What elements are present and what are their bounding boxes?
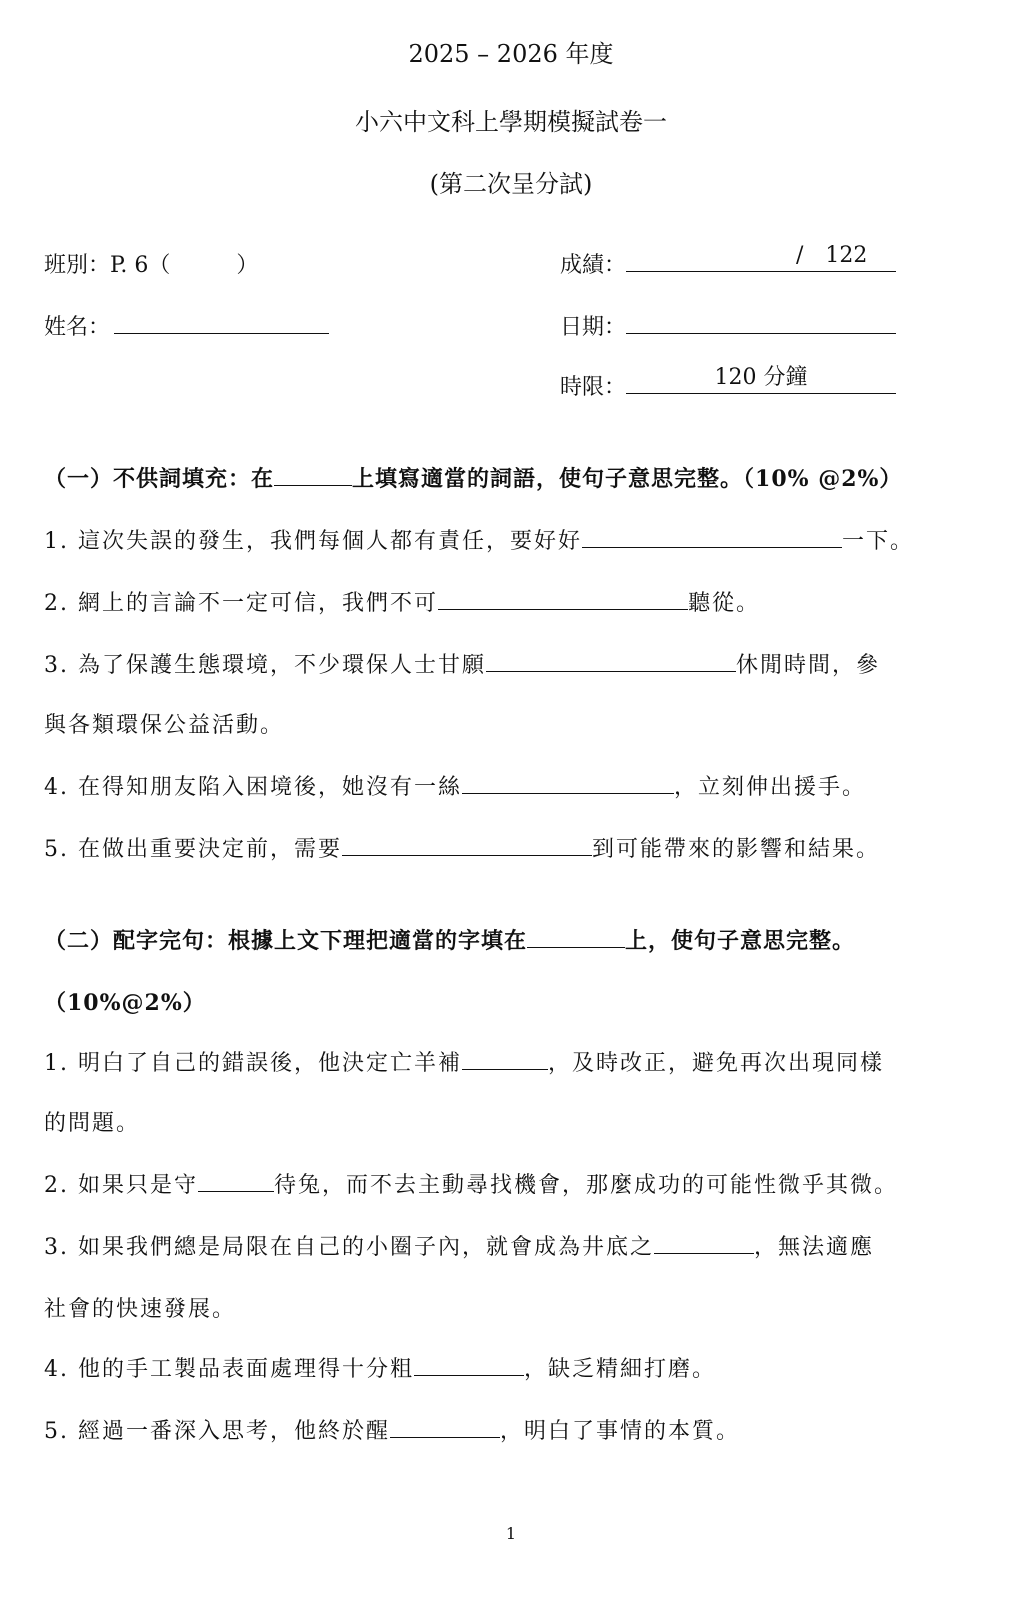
question-text: 1. 這次失誤的發生，我們每個人都有責任，要好好	[44, 529, 582, 554]
question-text: ，明白了事情的本質。	[499, 1419, 740, 1444]
section2-heading-marks: （10%@2%）	[44, 990, 206, 1016]
question-text: 4. 他的手工製品表面處理得十分粗	[44, 1357, 414, 1382]
answer-blank[interactable]	[342, 833, 592, 856]
s1-question-4	[44, 770, 866, 801]
section2-heading-a: （二）配字完句：根據上文下理把適當的字填在	[44, 928, 528, 954]
score-blank[interactable]	[626, 243, 896, 272]
s2-question-4	[44, 1352, 716, 1383]
question-text: 1. 明白了自己的錯誤後，他決定亡羊補	[44, 1051, 462, 1076]
question-text: 休閒時間，參	[736, 653, 881, 678]
s2-question-1-cont: 的問題。	[44, 1111, 141, 1136]
s2-question-3-cont: 社會的快速發展。	[44, 1297, 237, 1322]
section1-heading-a: （一）不供詞填充：在	[44, 466, 275, 492]
answer-blank[interactable]	[582, 525, 842, 548]
answer-blank[interactable]	[414, 1353, 524, 1376]
s2-question-5	[44, 1414, 740, 1445]
year-heading: 2025 – 2026 年度	[408, 40, 614, 68]
score-field[interactable]	[560, 243, 896, 279]
time-field	[560, 365, 896, 401]
question-text: ，及時改正，避免再次出現同樣	[548, 1051, 885, 1076]
time-value: 120 分鐘	[714, 365, 808, 390]
question-text: ，無法適應	[754, 1235, 875, 1260]
question-text: 一下。	[842, 529, 915, 554]
section1-heading-blank	[274, 463, 352, 486]
question-text: 待兔，而不去主動尋找機會，那麼成功的可能性微乎其微。	[273, 1173, 898, 1198]
page-number: 1	[505, 1524, 517, 1543]
date-blank[interactable]	[626, 311, 896, 334]
score-value: / 122	[796, 243, 868, 268]
answer-blank[interactable]	[486, 649, 736, 672]
s2-question-3	[44, 1230, 874, 1261]
answer-blank[interactable]	[462, 771, 674, 794]
section1-heading	[44, 462, 902, 493]
score-label: 成績：	[560, 253, 627, 278]
answer-blank[interactable]	[390, 1415, 500, 1438]
name-field[interactable]	[44, 310, 329, 341]
s1-question-3	[44, 648, 880, 679]
time-blank	[626, 365, 896, 394]
s2-question-1	[44, 1046, 884, 1077]
s1-question-3-cont: 與各類環保公益活動。	[44, 713, 285, 738]
exam-title: 小六中文科上學期模擬試卷一	[355, 108, 667, 136]
question-text: 4. 在得知朋友陷入困境後，她沒有一絲	[44, 775, 462, 800]
date-field[interactable]	[560, 310, 896, 341]
answer-blank[interactable]	[654, 1231, 754, 1254]
question-text: 2. 網上的言論不一定可信，我們不可	[44, 591, 438, 616]
question-text: 3. 為了保護生態環境，不少環保人士甘願	[44, 653, 486, 678]
exam-subtitle: (第二次呈分試)	[429, 170, 593, 198]
s1-question-5	[44, 832, 880, 863]
answer-blank[interactable]	[198, 1169, 274, 1192]
time-label: 時限：	[560, 375, 627, 400]
question-text: ，立刻伸出援手。	[674, 775, 867, 800]
question-text: ，缺乏精細打磨。	[524, 1357, 717, 1382]
question-text: 2. 如果只是守	[44, 1173, 198, 1198]
question-text: 3. 如果我們總是局限在自己的小圈子內，就會成為井底之	[44, 1235, 654, 1260]
question-text: 5. 經過一番深入思考，他終於醒	[44, 1419, 390, 1444]
name-label: 姓名：	[44, 315, 111, 340]
section2-heading-blank	[527, 925, 625, 948]
section1-heading-b: 上填寫適當的詞語，使句子意思完整。（10% @2%）	[352, 466, 903, 492]
s2-question-2	[44, 1168, 898, 1199]
question-text: 5. 在做出重要決定前，需要	[44, 837, 342, 862]
date-label: 日期：	[560, 315, 627, 340]
name-blank[interactable]	[114, 311, 329, 334]
answer-blank[interactable]	[462, 1047, 548, 1070]
question-text: 聽從。	[688, 591, 761, 616]
answer-blank[interactable]	[438, 587, 688, 610]
section2-heading	[44, 924, 855, 955]
s1-question-1	[44, 524, 914, 555]
class-label: 班別：P. 6（ ）	[44, 253, 259, 278]
section2-heading-b: 上，使句子意思完整。	[625, 928, 856, 954]
question-text: 到可能帶來的影響和結果。	[591, 837, 880, 862]
s1-question-2	[44, 586, 760, 617]
